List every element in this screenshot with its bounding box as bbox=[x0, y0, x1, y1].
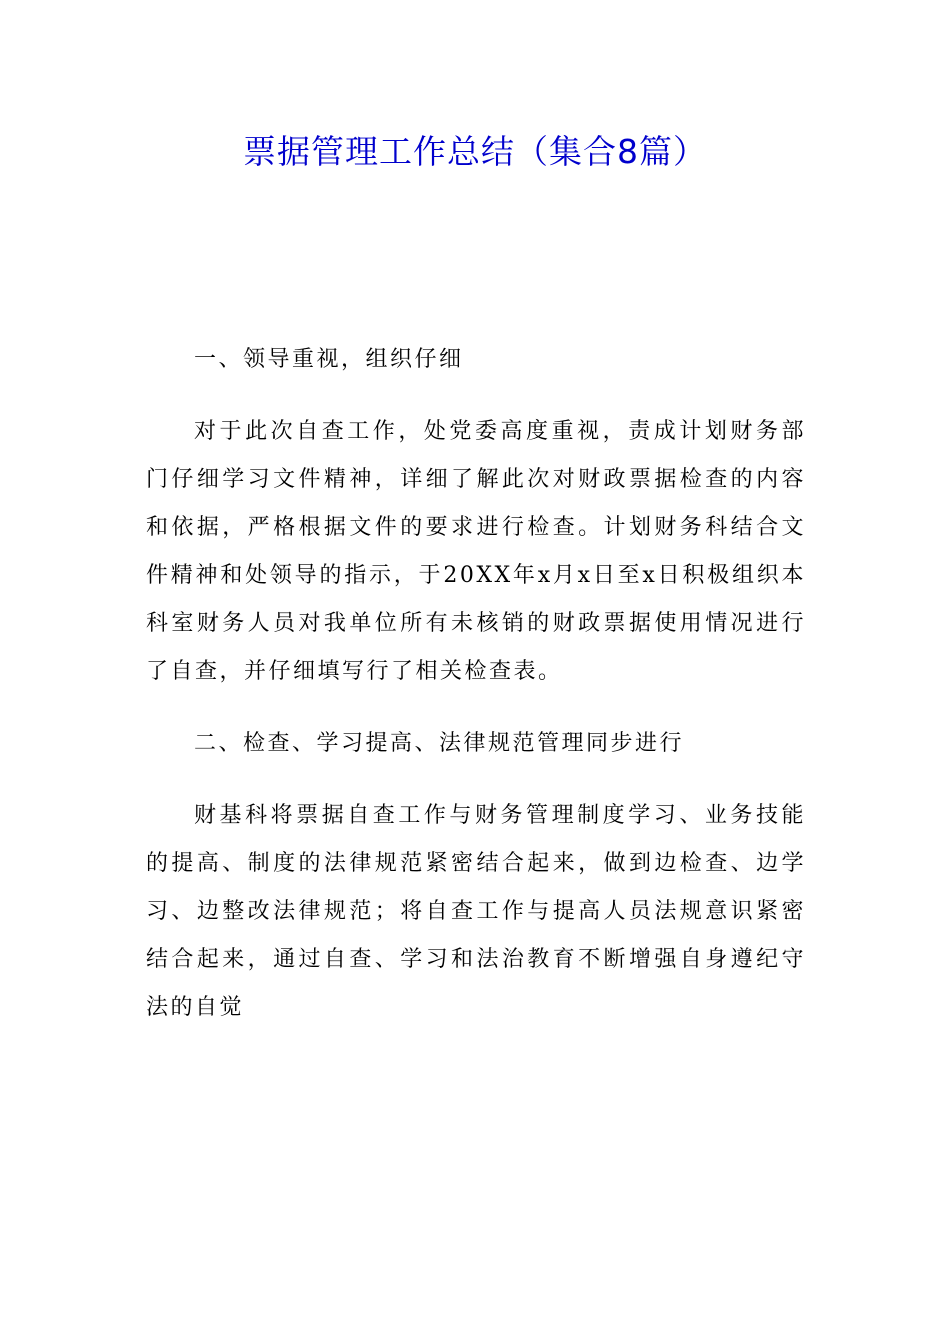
section-heading-1: 一、领导重视，组织仔细 bbox=[194, 347, 464, 372]
paragraph-1: 对于此次自查工作，处党委高度重视，责成计划财务部门仔细学习文件精神，详细了解此次对财政票据检查的内容和依据，严格根据文件的要求进行检查。计划财务科结合文件精神和处领导的指示，于20XX年x月x日至x日积极组织本科室财务人员对我单位所有未核销的财政票据使用情况进行了自查，并仔细填写行了相关检查表。 bbox=[146, 419, 806, 684]
document-title: 票据管理工作总结（集合8篇） bbox=[243, 132, 707, 171]
section-heading-2: 二、检查、学习提高、法律规范管理同步进行 bbox=[194, 731, 685, 756]
document-body bbox=[146, 336, 806, 1056]
paragraph-2: 财基科将票据自查工作与财务管理制度学习、业务技能的提高、制度的法律规范紧密结合起来，做到边检查、边学习、边整改法律规范；将自查工作与提高人员法规意识紧密结合起来，通过自查、学习和法治教育不断增强自身遵纪守法的自觉 bbox=[146, 803, 806, 1020]
